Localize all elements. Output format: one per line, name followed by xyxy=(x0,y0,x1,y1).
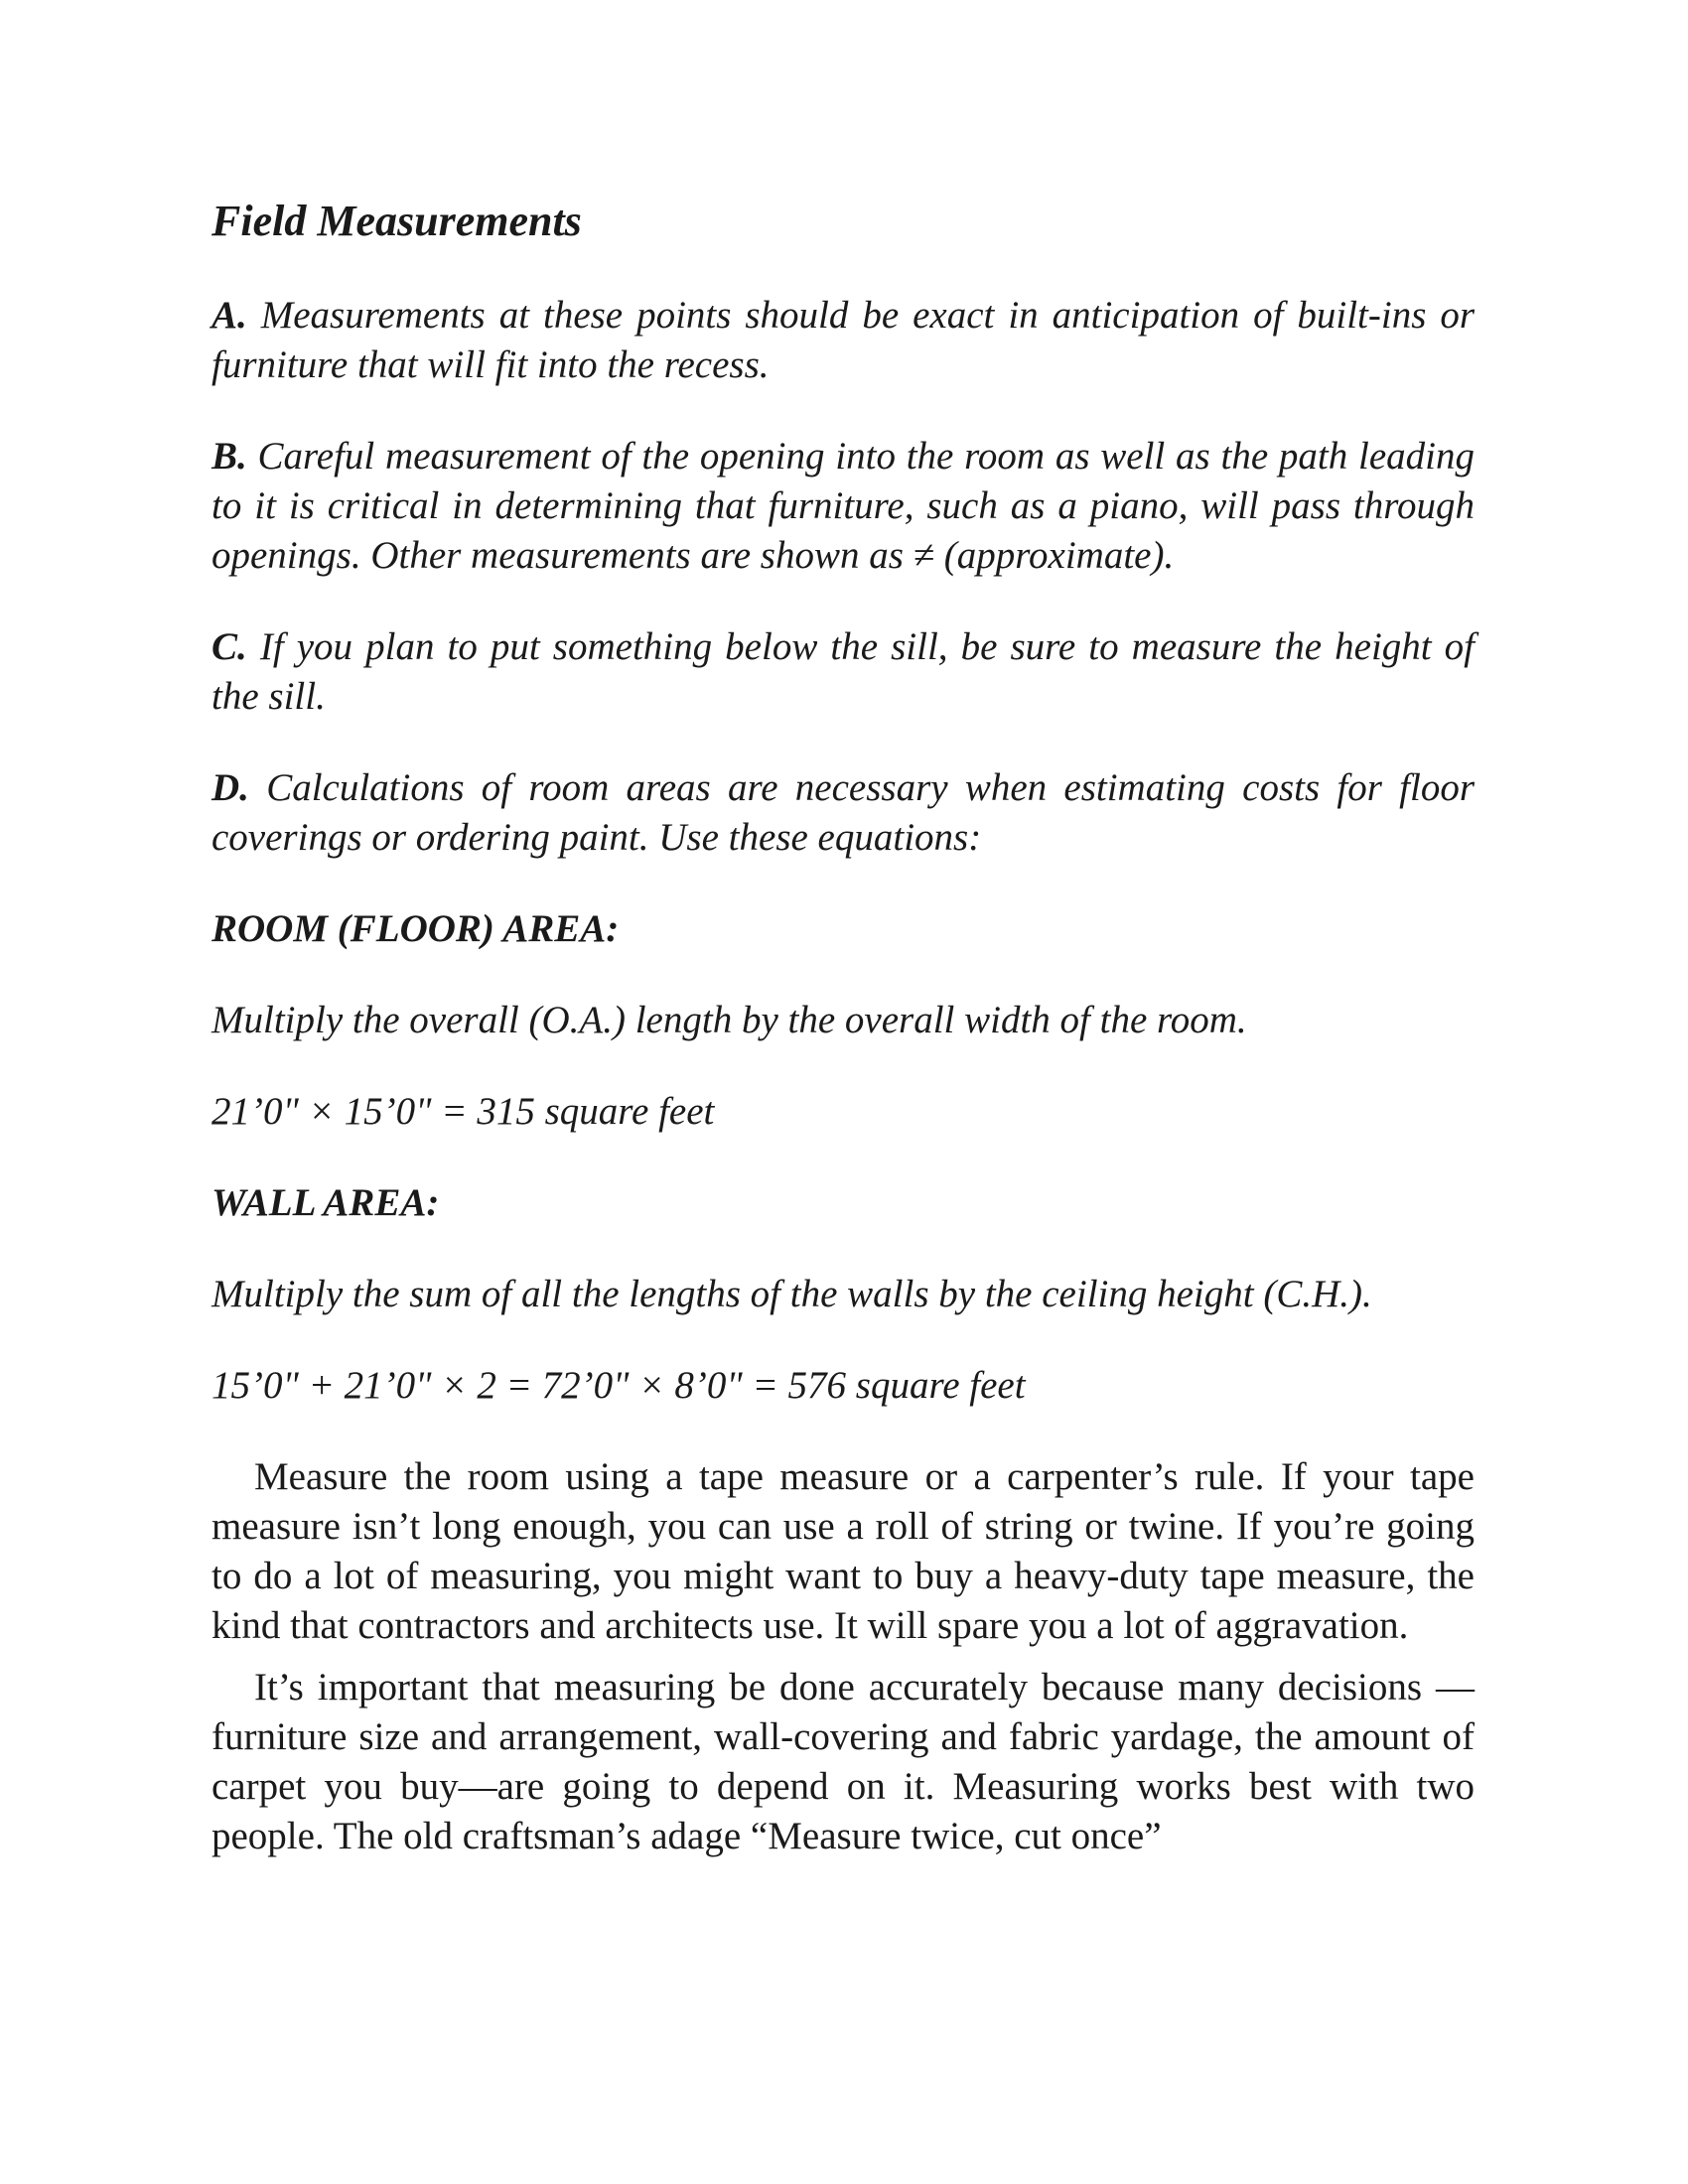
body-paragraph-2: It’s important that measuring be done accurately because many decisions —furniture size and arrangement, wall-covering and fabric yardage, the amount of carpet you buy—are going to depend on it. Measuring works best with two people. The old craftsman’s adage “Measure twice, cut once” xyxy=(211,1666,1475,1857)
wall-area-instruction: Multiply the sum of all the lengths of the walls by the ceiling height (C.H.). xyxy=(211,1273,1372,1315)
room-area-heading: ROOM (FLOOR) AREA: xyxy=(211,907,620,950)
note-letter: B. xyxy=(211,435,247,478)
note-letter: C. xyxy=(211,625,247,668)
note-letter: D. xyxy=(211,766,249,809)
note-text: Calculations of room areas are necessary when estimating costs for floor coverings or ordering paint. Use these equations: xyxy=(211,766,1476,859)
note-a xyxy=(211,291,1475,390)
page-content xyxy=(211,194,1475,1873)
note-text: If you plan to put something below the sill, be sure to measure the height of the sill. xyxy=(211,625,1476,718)
room-area-equation: 21’0" × 15’0" = 315 square feet xyxy=(211,1090,715,1133)
wall-area-equation: 15’0" + 21’0" × 2 = 72’0" × 8’0" = 576 square feet xyxy=(211,1364,1026,1407)
note-text: Measurements at these points should be exact in anticipation of built-ins or furniture that will fit into the recess. xyxy=(211,294,1476,386)
note-letter: A. xyxy=(211,294,247,337)
note-d xyxy=(211,763,1475,863)
note-text: Careful measurement of the opening into the room as well as the path leading to it is critical in determining that furniture, such as a piano, will pass through openings. Other measurements are shown as ≠ (approximate). xyxy=(211,435,1476,577)
wall-area-heading: WALL AREA: xyxy=(211,1181,440,1224)
section-title: Field Measurements xyxy=(211,197,582,245)
room-area-instruction: Multiply the overall (O.A.) length by the overall width of the room. xyxy=(211,999,1247,1041)
note-c xyxy=(211,622,1475,722)
note-b xyxy=(211,432,1475,581)
body-paragraph-1: Measure the room using a tape measure or a carpenter’s rule. If your tape measure isn’t long enough, you can use a roll of string or twine. If you’re going to do a lot of measuring, you might want to buy a heavy-duty tape measure, the kind that contractors and architects use. It will spare you a lot of aggravation. xyxy=(211,1455,1475,1647)
